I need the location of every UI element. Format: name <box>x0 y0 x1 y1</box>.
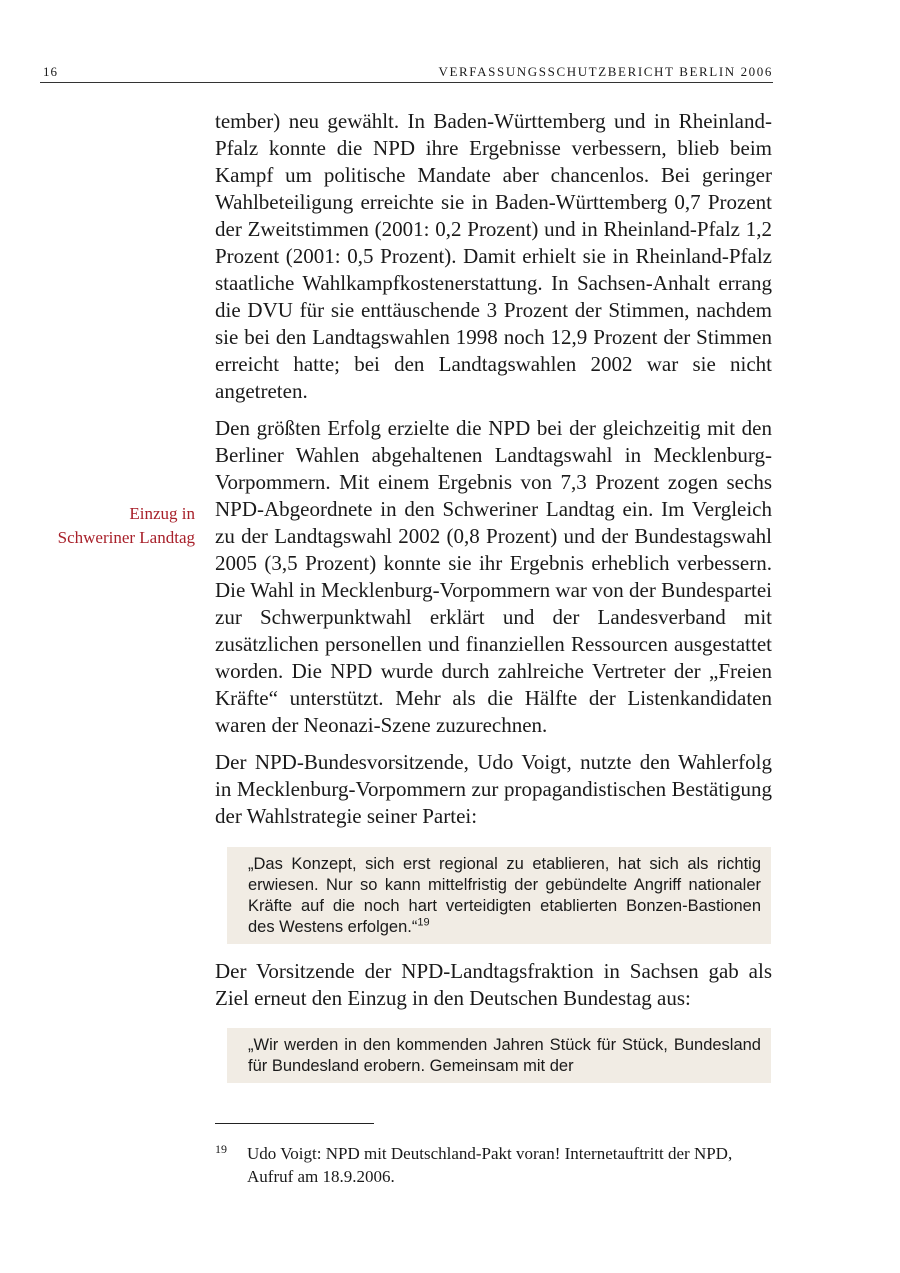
running-title: VERFASSUNGSSCHUTZBERICHT BERLIN 2006 <box>438 64 773 79</box>
main-text <box>215 108 772 1083</box>
paragraph: Der Vorsitzende der NPD-Landtagsfraktion in Sachsen gab als Ziel erneut den Einzug in den Deutschen Bundestag aus: <box>215 959 772 1010</box>
footnote-divider <box>215 1123 374 1124</box>
paragraph: Den größten Erfolg erzielte die NPD bei der gleichzeitig mit den Berliner Wahlen abgehaltenen Landtagswahl in Mecklenburg-Vorpommern. Mit einem Ergebnis von 7,3 Prozent zogen sechs NPD-Abgeordnete in den Schweriner Landtag ein. Im Vergleich zu der Landtagswahl 2002 (0,8 Prozent) und der Bundestagswahl 2005 (3,5 Prozent) konnte sie ihr Ergebnis erheblich verbessern. Die Wahl in Mecklenburg-Vorpommern war von der Bundespartei zur Schwerpunktwahl erklärt und der Landesverband mit zusätzlichen personellen und finanziellen Ressourcen ausgestattet worden. Die NPD wurde durch zahlreiche Vertreter der „Freien Kräfte“ unterstützt. Mehr als die Hälfte der Listenkandidaten waren der Neonazi-Szene zuzurechnen. <box>215 416 772 737</box>
margin-note-line-2: Schweriner Landtag <box>57 528 195 547</box>
page-number: 16 <box>43 64 58 79</box>
footnote-reference[interactable]: 19 <box>417 916 430 929</box>
block-quote <box>227 1028 771 1083</box>
footnote-number: 19 <box>215 1142 227 1156</box>
page-header <box>40 60 773 83</box>
margin-note <box>25 502 195 550</box>
block-quote <box>227 847 771 944</box>
paragraph: Der NPD-Bundesvorsitzende, Udo Voigt, nutzte den Wahlerfolg in Mecklenburg-Vorpommern zur propagandistischen Bestätigung der Wahlstrategie seiner Partei: <box>215 750 772 828</box>
quote-text: „Das Konzept, sich erst regional zu etablieren, hat sich als richtig erwiesen. Nur so kann mittelfristig der gebündelte Angriff nationaler Kräfte auf die noch hart verteidigten etablierten Bonzen-Bastionen des Westens erfolgen.“ <box>248 855 761 936</box>
footnote <box>215 1142 772 1188</box>
footnote-text: Udo Voigt: NPD mit Deutschland-Pakt voran! Internetauftritt der NPD, Aufruf am 18.9.2006. <box>247 1144 733 1186</box>
quote-text: „Wir werden in den kommenden Jahren Stück für Stück, Bundesland für Bundesland erobern. Gemeinsam mit der <box>248 1036 761 1075</box>
margin-note-line-1: Einzug in <box>129 504 195 523</box>
paragraph: tember) neu gewählt. In Baden-Württemberg und in Rheinland-Pfalz konnte die NPD ihre Ergebnisse verbessern, blieb beim Kampf um politische Mandate aber chancenlos. Bei geringer Wahlbeteiligung erreichte sie in Baden-Württemberg 0,7 Prozent der Zweitstimmen (2001: 0,2 Prozent) und in Rheinland-Pfalz 1,2 Prozent (2001: 0,5 Prozent). Damit erhielt sie in Rheinland-Pfalz staatliche Wahlkampfkostenerstattung. In Sachsen-Anhalt errang die DVU für sie enttäuschende 3 Prozent der Stimmen, nachdem sie bei den Landtagswahlen 1998 noch 12,9 Prozent der Stimmen erreicht hatte; bei den Landtagswahlen 2002 war sie nicht angetreten. <box>215 109 772 403</box>
